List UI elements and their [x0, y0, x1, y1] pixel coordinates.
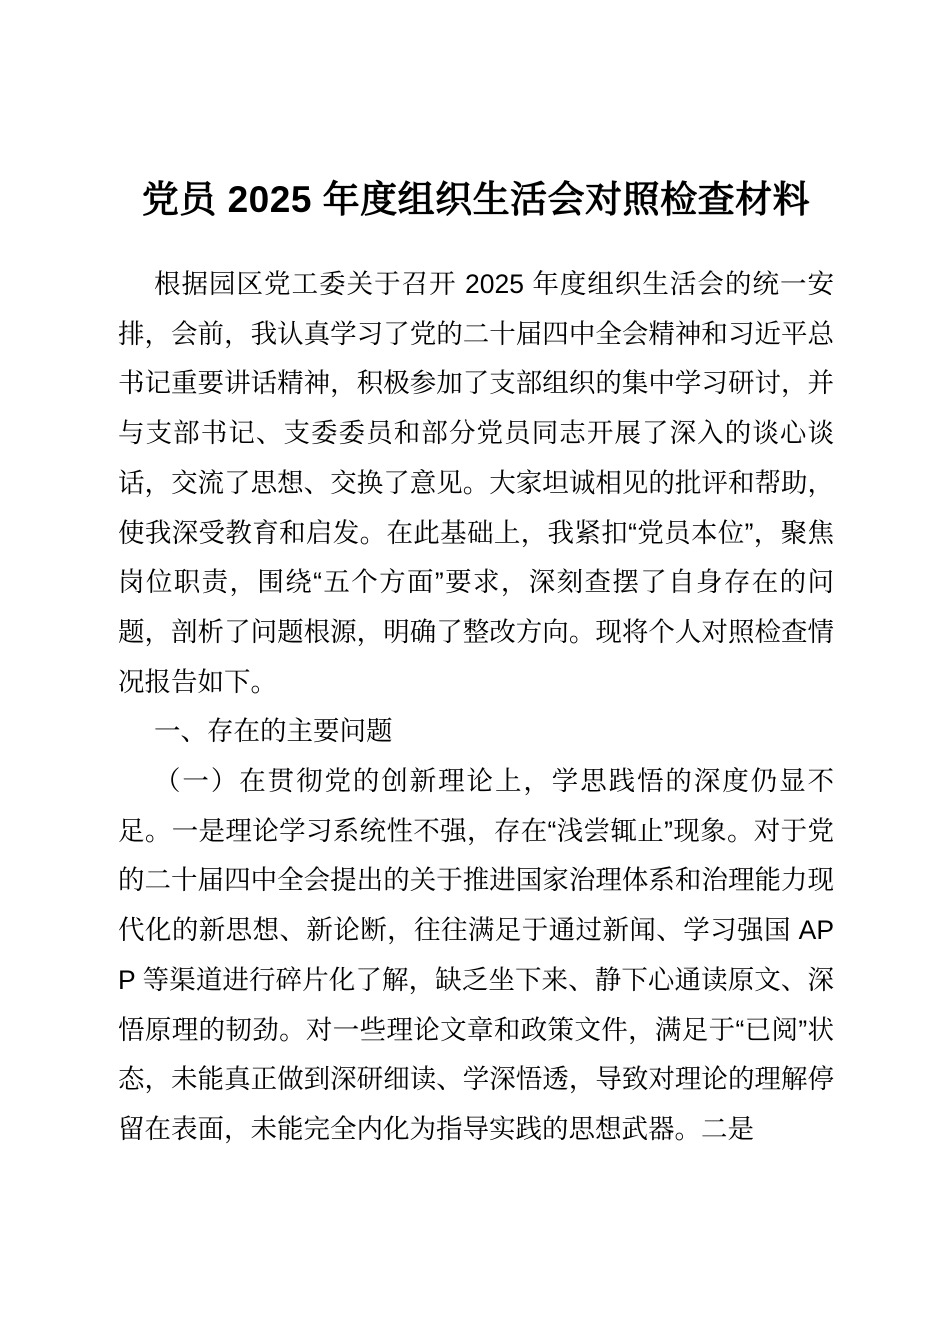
paragraph-problem-one: （一）在贯彻党的创新理论上，学思践悟的深度仍显不足。一是理论学习系统性不强，存在“浅尝辄止”现象。对于党的二十届四中全会提出的关于推进国家治理体系和治理能力现代化的新思想、新论断，往往满足于通过新闻、学习强国 APP 等渠道进行碎片化了解，缺乏坐下来、静下心通读原文、深悟原理的韧劲。对一些理论文章和政策文件，满足于“已阅”状态，未能真正做到深研细读、学深悟透，导致对理论的理解停留在表面，未能完全内化为指导实践的思想武器。二是 [118, 766, 834, 1144]
section-heading-main-problems: 一、存在的主要问题 [154, 716, 393, 747]
document-title: 党员 2025 年度组织生活会对照检查材料 [141, 179, 811, 220]
document-body [118, 170, 834, 1155]
paragraph-intro: 根据园区党工委关于召开 2025 年度组织生活会的统一安排，会前，我认真学习了党的二十届四中全会精神和习近平总书记重要讲话精神，积极参加了支部组织的集中学习研讨，并与支部书记、支委委员和部分党员同志开展了深入的谈心谈话，交流了思想、交换了意见。大家坦诚相见的批评和帮助，使我深受教育和启发。在此基础上，我紧扣“党员本位”，聚焦岗位职责，围绕“五个方面”要求，深刻查摆了自身存在的问题，剖析了问题根源，明确了整改方向。现将个人对照检查情况报告如下。 [118, 269, 834, 697]
